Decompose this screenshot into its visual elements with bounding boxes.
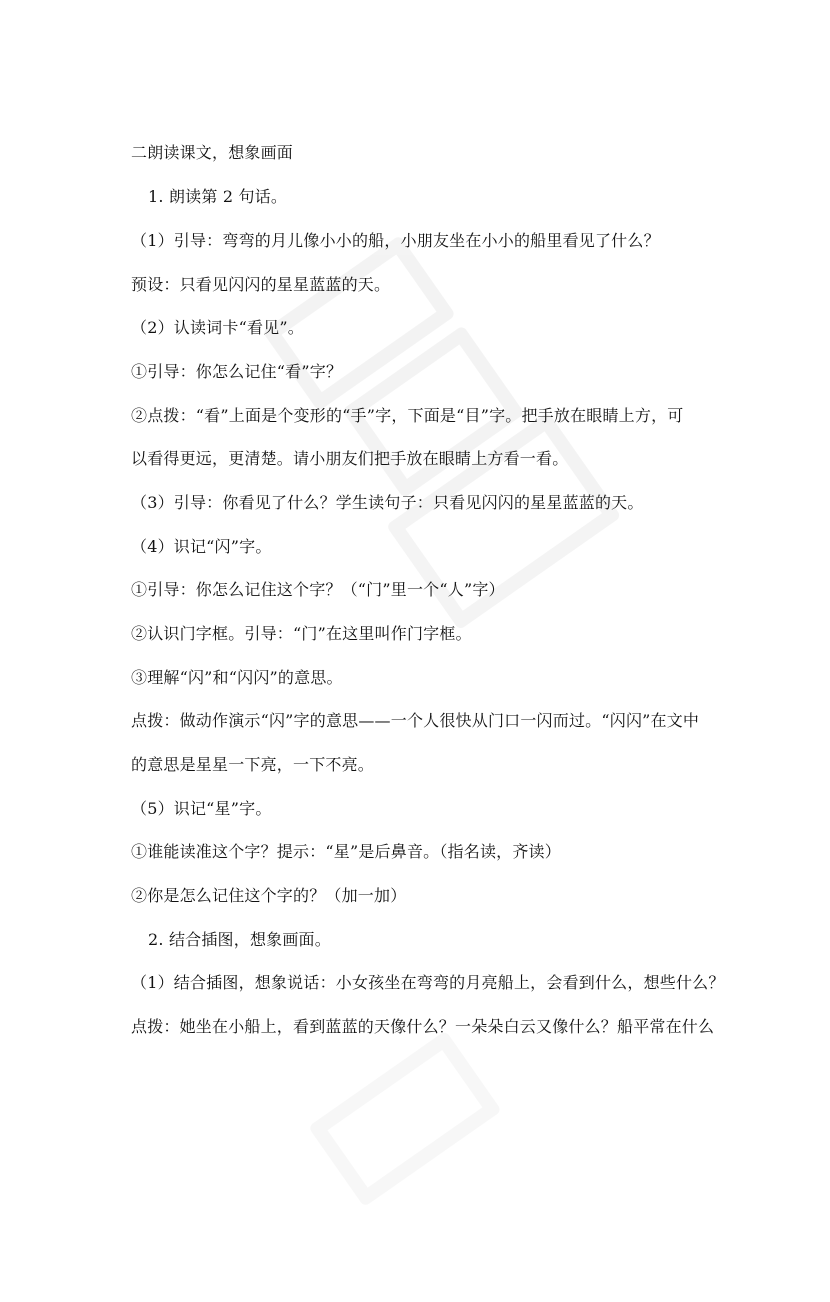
text-line: （1）引导：弯弯的月儿像小小的船，小朋友坐在小小的船里看见了什么？ xyxy=(131,231,660,250)
text-line: ①引导：你怎么记住这个字？（“门”里一个“人”字） xyxy=(131,580,505,599)
text-line: 预设：只看见闪闪的星星蓝蓝的天。 xyxy=(131,275,391,294)
text-line: ②认识门字框。引导：“门”在这里叫作门字框。 xyxy=(131,624,472,643)
text-line: 1. 朗读第 2 句话。 xyxy=(148,187,288,206)
text-line: 点拨：做动作演示“闪”字的意思——一个人很快从门口一闪而过。“闪闪”在文中 xyxy=(131,711,700,730)
section-heading: 二朗读课文，想象画面 xyxy=(131,143,294,162)
text-line: 点拨：她坐在小船上，看到蓝蓝的天像什么？一朵朵白云又像什么？船平常在什么 xyxy=(131,1017,715,1036)
text-line: （1）结合插图，想象说话：小女孩坐在弯弯的月亮船上，会看到什么，想些什么？ xyxy=(131,973,725,992)
text-line: （2）认读词卡“看见”。 xyxy=(131,318,304,337)
text-line: ②点拨：“看”上面是个变形的“手”字，下面是“目”字。把手放在眼睛上方，可 xyxy=(131,406,684,425)
text-line: 的意思是星星一下亮，一下不亮。 xyxy=(131,755,375,774)
text-line: 2. 结合插图，想象画面。 xyxy=(148,930,331,949)
text-line: ②你是怎么记住这个字的？（加一加） xyxy=(131,886,407,905)
text-line: 以看得更远，更清楚。请小朋友们把手放在眼睛上方看一看。 xyxy=(131,449,569,468)
text-line: ①谁能读准这个字？提示：“星”是后鼻音。（指名读，齐读） xyxy=(131,842,561,861)
text-line: （3）引导：你看见了什么？学生读句子：只看见闪闪的星星蓝蓝的天。 xyxy=(131,493,644,512)
text-line: （5）识记“星”字。 xyxy=(131,799,272,818)
text-line: ①引导：你怎么记住“看”字？ xyxy=(131,362,343,381)
watermark-logo-bottom xyxy=(292,1018,579,1302)
text-line: ③理解“闪”和“闪闪”的意思。 xyxy=(131,668,343,687)
text-line: （4）识记“闪”字。 xyxy=(131,537,272,556)
